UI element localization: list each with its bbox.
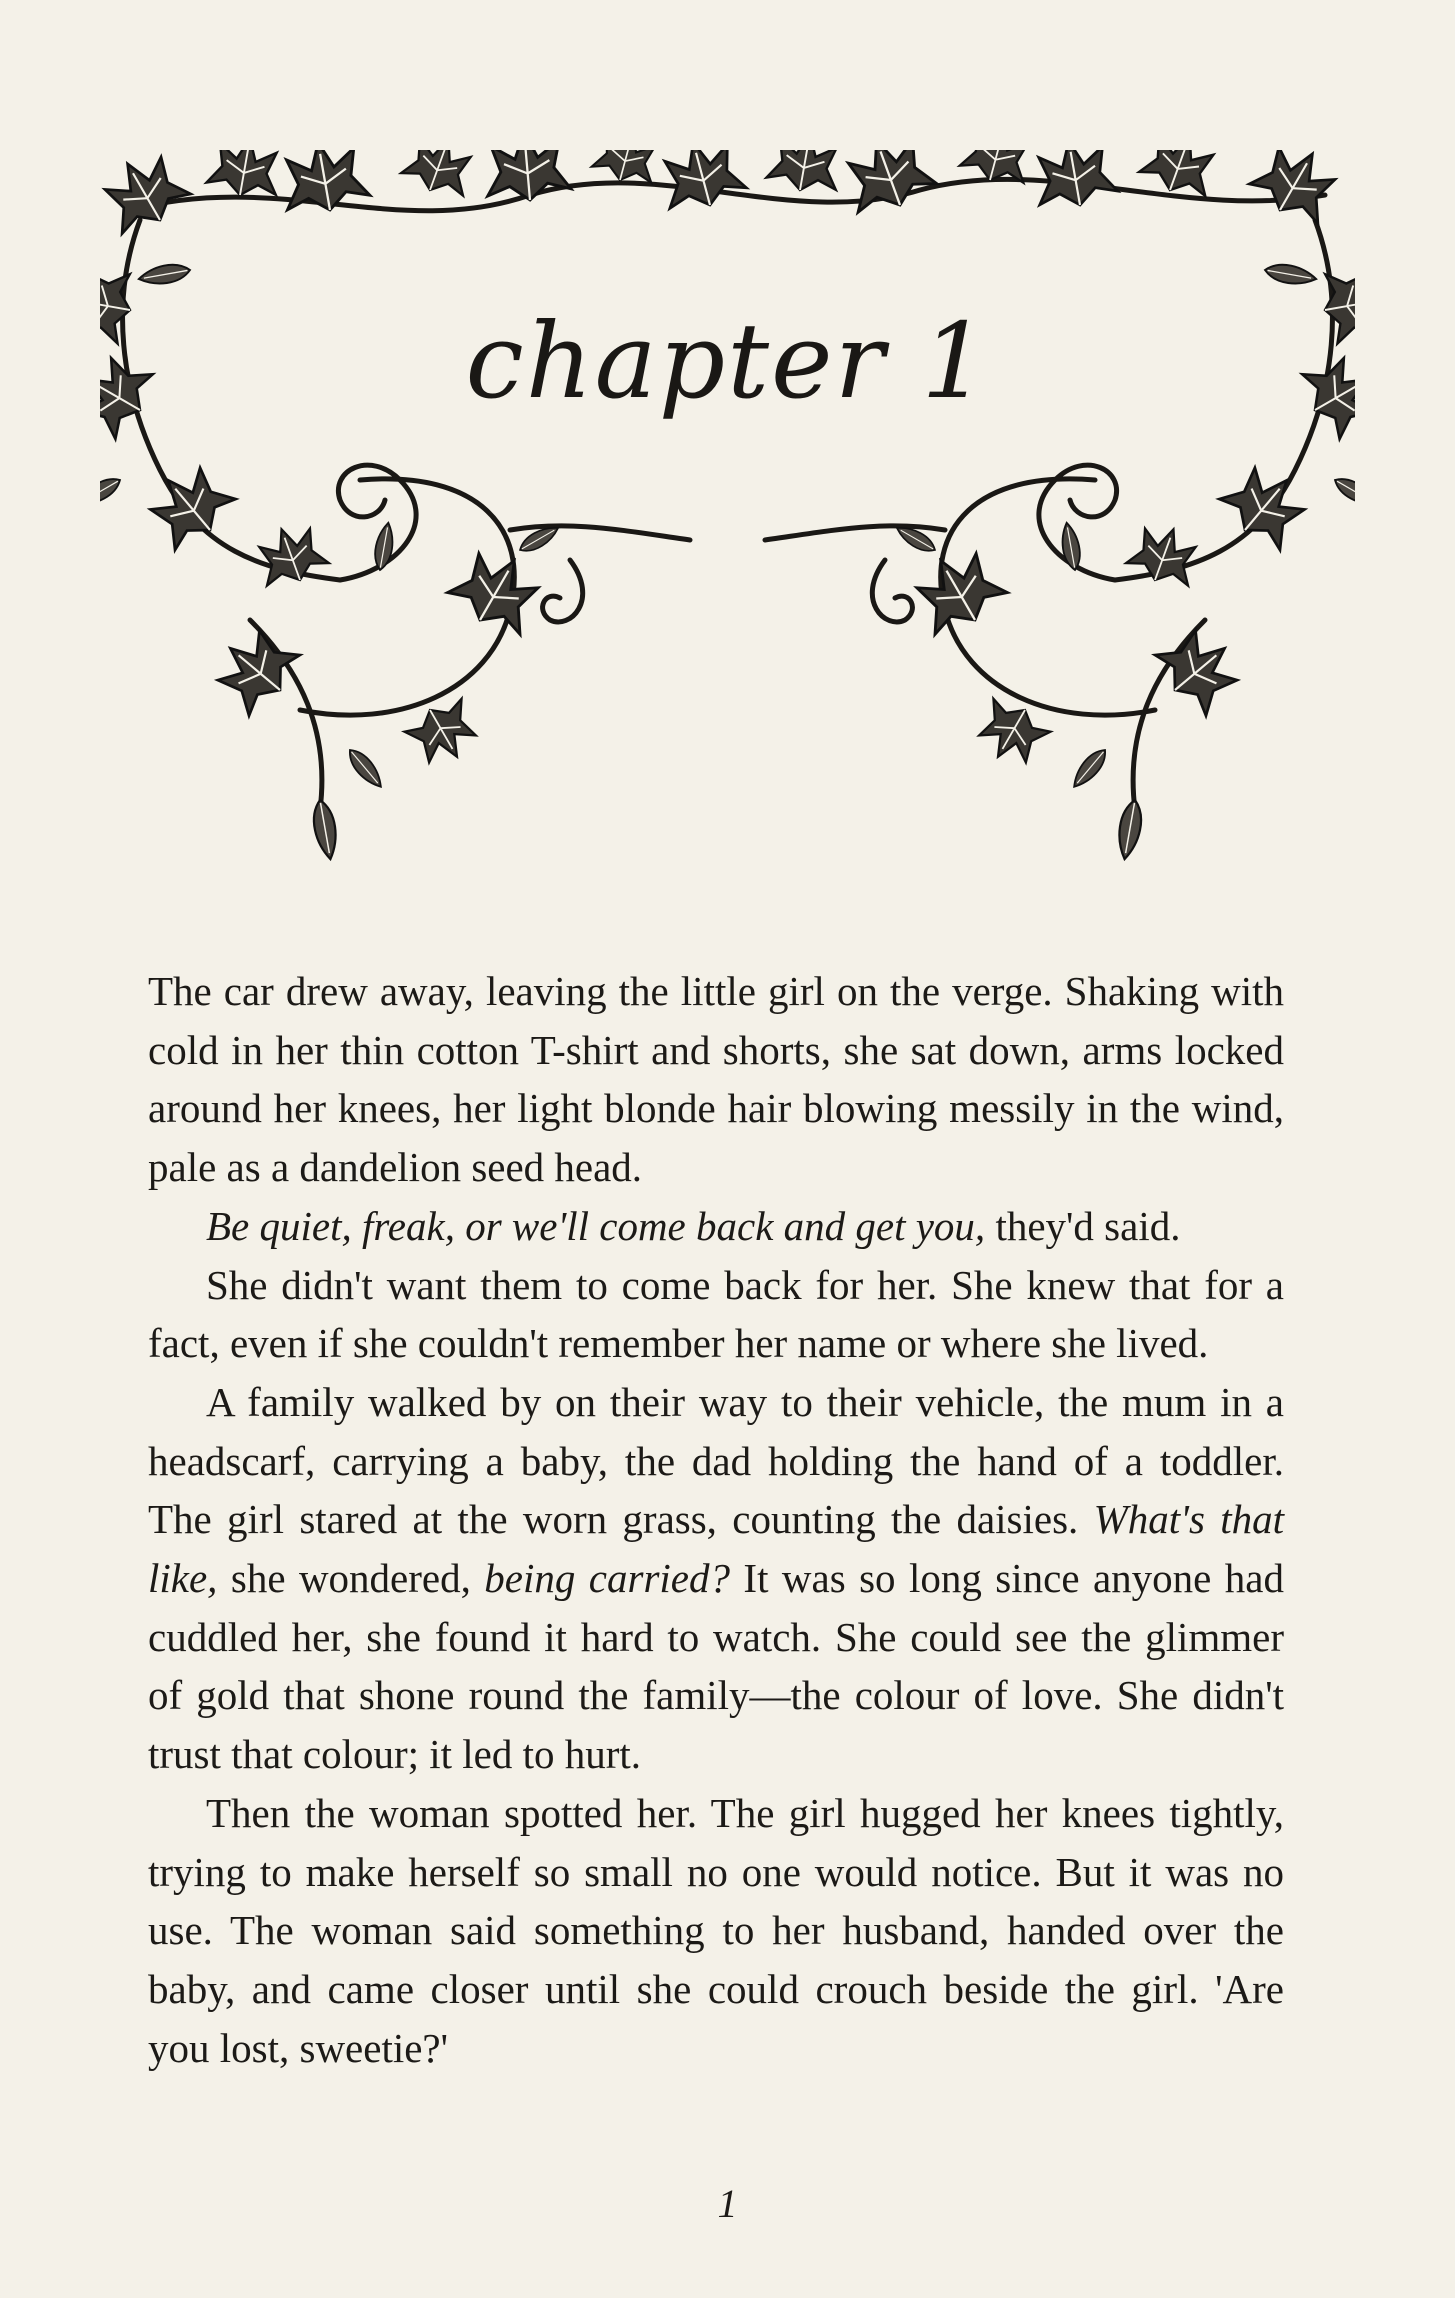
text-run: It was so long since anyone had cuddled her, she found it hard to watch. She could see the glimmer of gold that shone round the family—the colour of love. She didn't trust that colour; it led to hurt. (148, 1555, 1284, 1778)
text-run: she wondered, (217, 1555, 485, 1602)
italic-text: being carried? (484, 1555, 730, 1602)
text-run: The car drew away, leaving the little girl on the verge. Shaking with cold in her thin cotton T-shirt and shorts, she sat down, arms locked around her knees, her light blonde hair blowing messily in the wind, pale as a dandelion seed head. (148, 968, 1284, 1191)
chapter-body (148, 962, 1284, 2077)
ivy-ornament (100, 150, 1355, 940)
italic-text: Be quiet, freak, or we'll come back and get you, (206, 1202, 986, 1249)
paragraph (148, 962, 1284, 1197)
text-run: She didn't want them to come back for her. She knew that for a fact, even if she couldn't remember her name or where she lived. (148, 1261, 1284, 1367)
paragraph (148, 1784, 1284, 2078)
page-number: 1 (717, 2181, 738, 2226)
text-run: A family walked by on their way to their vehicle, the mum in a headscarf, carrying a baby, the dad holding the hand of a toddler. The girl stared at the worn grass, counting the daisies. (148, 1378, 1284, 1543)
chapter-title: chapter 1 (465, 300, 990, 422)
paragraph (148, 1197, 1284, 1256)
paragraph (148, 1256, 1284, 1373)
paragraph (148, 1373, 1284, 1784)
text-run: Then the woman spotted her. The girl hugged her knees tightly, trying to make herself so small no one would notice. But it was no use. The woman said something to her husband, handed over the baby, and came closer until she could crouch beside the girl. 'Are you lost, sweetie?' (148, 1789, 1284, 2071)
text-run: they'd said. (985, 1202, 1181, 1249)
italic-text: What's that like, (148, 1496, 1284, 1602)
